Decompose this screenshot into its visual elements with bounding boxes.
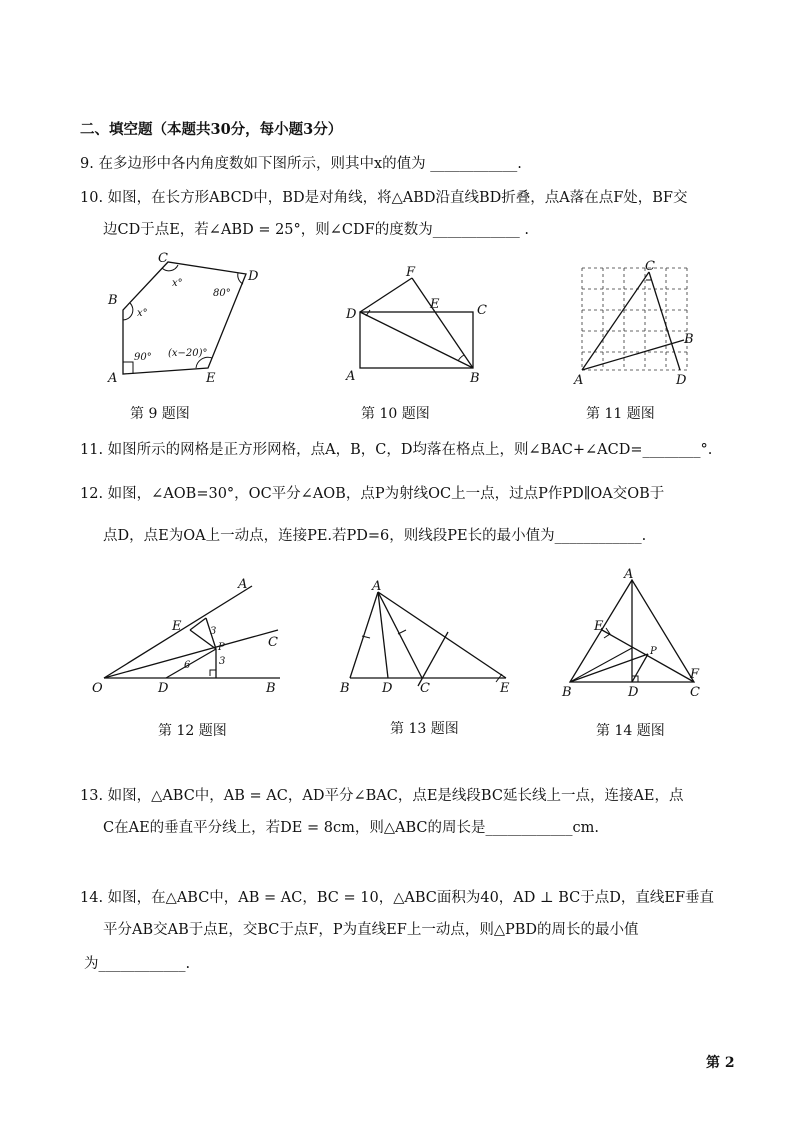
question-10-line-2: 边CD于点E，若∠ABD = 25°，则∠CDF的度数为____________ . bbox=[103, 222, 529, 238]
question-14-line-3: 为____________. bbox=[84, 956, 191, 972]
right-angle-mark bbox=[123, 362, 133, 374]
segment-ab bbox=[582, 340, 684, 370]
figure-9 bbox=[100, 250, 280, 390]
page-number: 第 2 bbox=[706, 1055, 735, 1071]
angle-arc bbox=[458, 355, 464, 361]
question-13-line-1: 13. 如图，△ABC中，AB = AC，AD平分∠BAC，点E是线段BC延长线上一点，连接AE，点 bbox=[80, 788, 684, 804]
label-b: B bbox=[562, 685, 572, 700]
label-b: B bbox=[470, 371, 480, 386]
mark-3: 3 bbox=[219, 656, 226, 667]
question-14-line-1: 14. 如图，在△ABC中，AB = AC，BC = 10，△ABC面积为40，AD ⊥ BC于点D，直线EF垂直 bbox=[80, 890, 715, 906]
segment-cd bbox=[649, 272, 680, 370]
label-d: D bbox=[248, 269, 259, 284]
label-c: C bbox=[158, 251, 168, 266]
ray-oc bbox=[104, 630, 278, 678]
label-b: B bbox=[266, 681, 276, 696]
label-e: E bbox=[430, 297, 440, 312]
angle-label-a: 90° bbox=[134, 352, 152, 363]
figure-12-caption: 第 12 题图 bbox=[158, 723, 227, 739]
segment-ae bbox=[378, 592, 506, 678]
label-c: C bbox=[477, 303, 487, 318]
label-a: A bbox=[372, 579, 382, 594]
segment-df bbox=[360, 278, 412, 312]
label-d: D bbox=[676, 373, 687, 388]
question-11: 11. 如图所示的网格是正方形网格，点A，B，C，D均落在格点上，则∠BAC+∠ACD=________°. bbox=[80, 442, 713, 458]
label-f: F bbox=[406, 265, 416, 280]
figure-11 bbox=[572, 258, 702, 388]
tick-ac bbox=[398, 630, 406, 634]
label-e: E bbox=[172, 619, 182, 634]
figure-11-caption: 第 11 题图 bbox=[586, 406, 655, 422]
question-13-line-2: C在AE的垂直平分线上，若DE = 8cm，则△ABC的周长是____________cm. bbox=[103, 820, 599, 836]
section-title: 二、填空题（本题共30分，每小题3分） bbox=[80, 121, 343, 138]
mark-1: 3 bbox=[210, 626, 217, 637]
label-a: A bbox=[238, 577, 248, 592]
label-e: E bbox=[206, 371, 216, 386]
label-d: D bbox=[628, 685, 639, 700]
segment-ad bbox=[378, 592, 388, 678]
tick-mark bbox=[366, 310, 370, 316]
label-o: O bbox=[92, 681, 103, 696]
right-angle-mark bbox=[210, 670, 216, 676]
figure-13-caption: 第 13 题图 bbox=[390, 721, 459, 737]
label-p: P bbox=[218, 642, 225, 653]
diagonal-bd bbox=[360, 312, 473, 368]
mark-2: 6 bbox=[184, 660, 191, 671]
segment-b-mid bbox=[570, 648, 632, 682]
label-a: A bbox=[346, 369, 356, 384]
label-p: P bbox=[650, 646, 657, 657]
segment-ac bbox=[582, 272, 649, 370]
angle-label-b: x° bbox=[137, 308, 148, 319]
label-b: B bbox=[108, 293, 118, 308]
angle-label-d: 80° bbox=[213, 288, 231, 299]
figure-9-caption: 第 9 题图 bbox=[130, 406, 190, 422]
label-b: B bbox=[684, 332, 694, 347]
line-ef bbox=[602, 630, 694, 682]
label-c: C bbox=[690, 685, 700, 700]
segment-bp bbox=[570, 654, 648, 682]
angle-label-c: x° bbox=[172, 278, 183, 289]
segment-ac bbox=[378, 592, 422, 678]
label-a: A bbox=[108, 371, 118, 386]
figure-12 bbox=[90, 570, 290, 700]
segment-fb bbox=[412, 278, 473, 368]
label-c: C bbox=[645, 259, 655, 274]
label-d: D bbox=[382, 681, 393, 696]
label-c: C bbox=[420, 681, 430, 696]
figure-10 bbox=[340, 262, 500, 392]
question-12-line-2: 点D，点E为OA上一动点，连接PE.若PD=6，则线段PE长的最小值为____________. bbox=[103, 528, 647, 544]
figure-14-caption: 第 14 题图 bbox=[596, 723, 665, 739]
label-a: A bbox=[574, 373, 584, 388]
figure-14 bbox=[560, 566, 710, 702]
figure-10-caption: 第 10 题图 bbox=[361, 406, 430, 422]
label-d: D bbox=[346, 307, 357, 322]
label-c: C bbox=[268, 635, 278, 650]
label-d: D bbox=[158, 681, 169, 696]
question-10-line-1: 10. 如图，在长方形ABCD中，BD是对角线，将△ABD沿直线BD折叠，点A落在点F处，BF交 bbox=[80, 190, 688, 206]
label-f: F bbox=[690, 667, 700, 682]
label-b: B bbox=[340, 681, 350, 696]
angle-label-e: (x−20)° bbox=[168, 348, 208, 359]
label-a: A bbox=[624, 567, 634, 582]
question-14-line-2: 平分AB交AB于点E，交BC于点F，P为直线EF上一动点，则△PBD的周长的最小值 bbox=[103, 922, 639, 938]
label-e: E bbox=[500, 681, 510, 696]
segment-ab bbox=[350, 592, 378, 678]
figure-13 bbox=[336, 578, 526, 698]
question-9: 9. 在多边形中各内角度数如下图所示，则其中x的值为 ____________. bbox=[80, 156, 522, 172]
label-e: E bbox=[594, 619, 604, 634]
question-12-line-1: 12. 如图，∠AOB=30°，OC平分∠AOB，点P为射线OC上一点，过点P作PD∥OA交OB于 bbox=[80, 486, 665, 502]
